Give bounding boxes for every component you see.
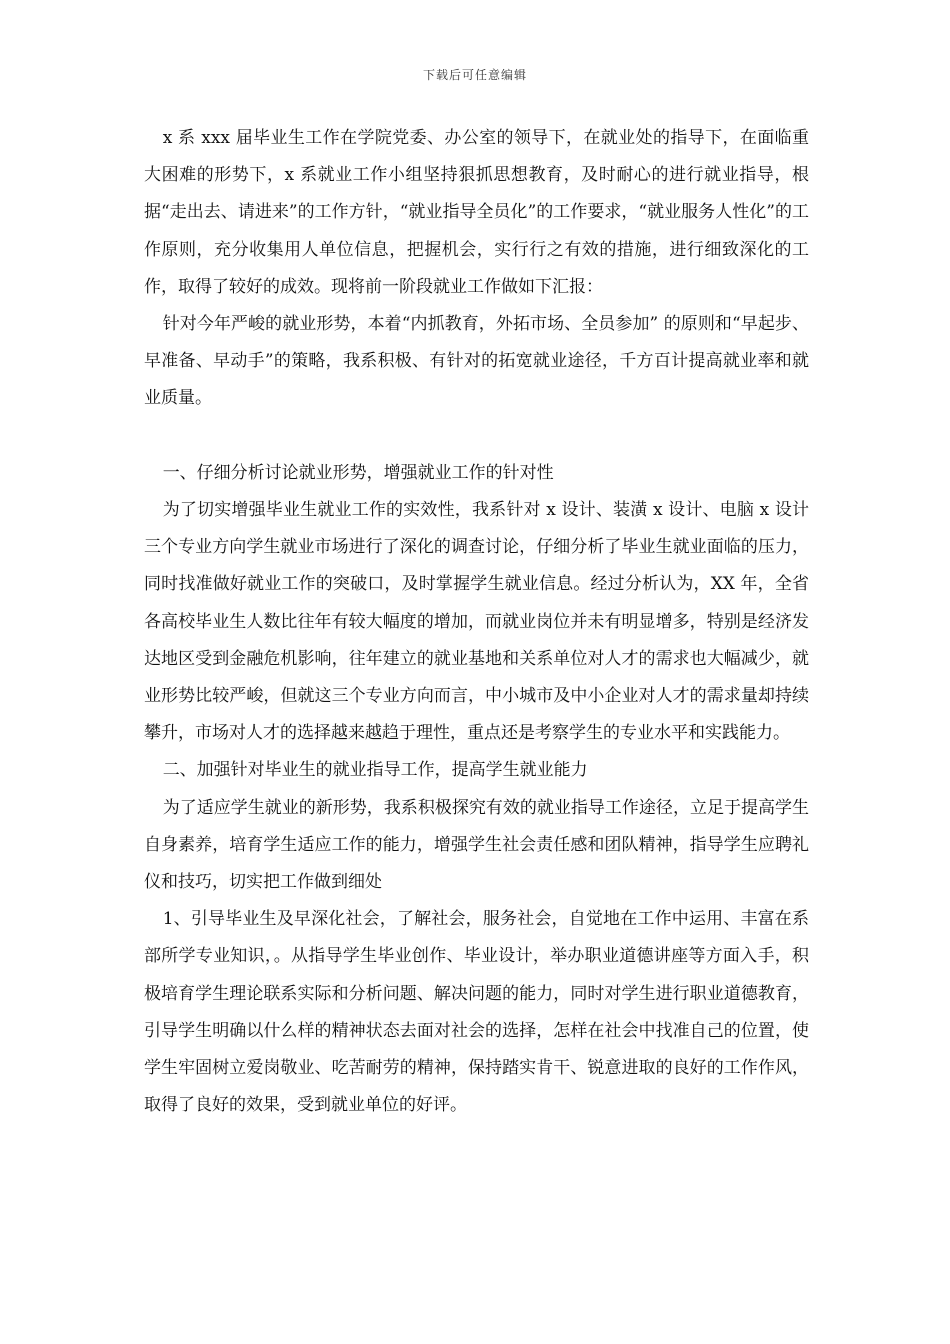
strategy-paragraph: 针对今年严峻的就业形势，本着“内抓教育，外拓市场、全员参加” 的原则和“早起步、早准备、早动手”的策略，我系积极、有针对的拓宽就业途径，千方百计提高就业率和就业质量。 (144, 314, 809, 409)
intro-paragraph: x 系 xxx 届毕业生工作在学院党委、办公室的领导下，在就业处的指导下，在面临重大困难的形势下，x 系就业工作小组坚持狠抓思想教育，及时耐心的进行就业指导，根据“走出去、请进来”的工作方针，“就业指导全员化”的工作要求，“就业服务人性化”的工作原则，充分收集用人单位信息，把握机会，实行行之有效的措施，进行细致深化的工作，取得了较好的成效。现将前一阶段就业工作做如下汇报： (144, 128, 809, 297)
section-2-item-1: 1、引导毕业生及早深化社会，了解社会，服务社会，自觉地在工作中运用、丰富在系部所学专业知识，。从指导学生毕业创作、毕业设计，举办职业道德讲座等方面入手，积极培育学生理论联系实际和分析问题、解决问题的能力，同时对学生进行职业道德教育，引导学生明确以什么样的精神状态去面对社会的选择，怎样在社会中找准自己的位置，使学生牢固树立爱岗敬业、吃苦耐劳的精神，保持踏实肯干、锐意进取的良好的工作作风，取得了良好的效果，受到就业单位的好评。 (144, 909, 809, 1116)
section-heading-2: 二、加强针对毕业生的就业指导工作，提高学生就业能力 (162, 760, 588, 781)
section-1-paragraph: 为了切实增强毕业生就业工作的实效性，我系针对 x 设计、装潢 x 设计、电脑 x 设计三个专业方向学生就业市场进行了深化的调查讨论，仔细分析了毕业生就业面临的压力，同时找准做好就业工作的突破口，及时掌握学生就业信息。经过分析认为，XX 年，全省各高校毕业生人数比往年有较大幅度的增加，而就业岗位并未有明显增多，特别是经济发达地区受到金融危机影响，往年建立的就业基地和关系单位对人才的需求也大幅减少，就业形势比较严峻，但就这三个专业方向而言，中小城市及中小企业对人才的需求量却持续攀升，市场对人才的选择越来越趋于理性，重点还是考察学生的专业水平和实践能力。 (144, 500, 809, 744)
section-heading-1: 一、仔细分析讨论就业形势，增强就业工作的针对性 (162, 462, 554, 483)
page-header: 下载后可任意编辑 (422, 68, 527, 82)
document-body (144, 120, 809, 1124)
blank-line (144, 418, 809, 455)
section-2-paragraph: 为了适应学生就业的新形势，我系积极探究有效的就业指导工作途径，立足于提高学生自身素养，培育学生适应工作的能力，增强学生社会责任感和团队精神，指导学生应聘礼仪和技巧，切实把工作做到细处 (144, 797, 809, 893)
